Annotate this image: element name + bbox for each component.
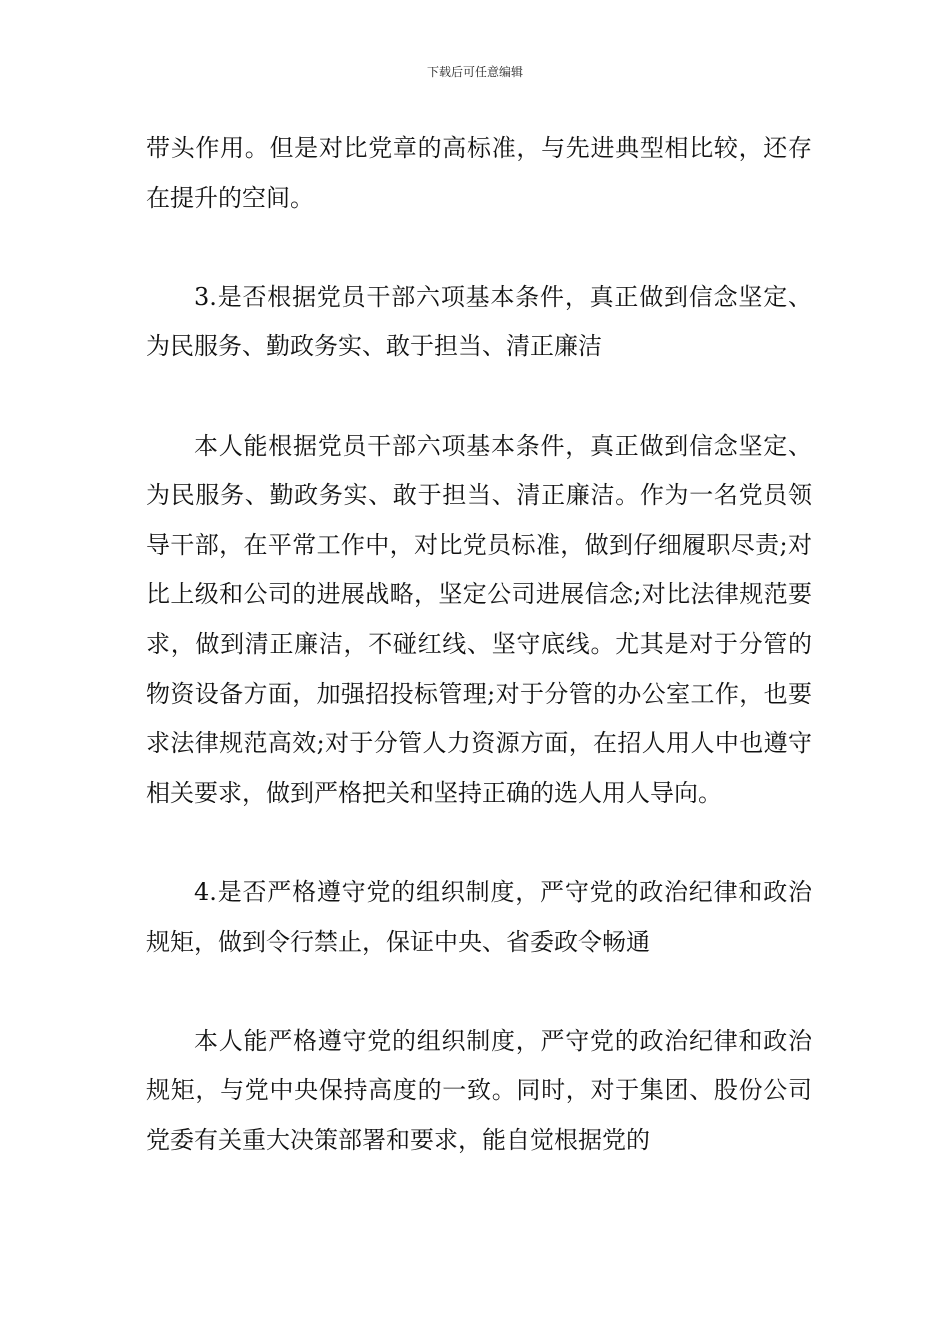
page-header: 下载后可任意编辑 (426, 65, 523, 79)
paragraph-section-4-body: 本人能严格遵守党的组织制度，严守党的政治纪律和政治规矩，与党中央保持高度的一致。同时，对于集团、股份公司党委有关重大决策部署和要求，能自觉根据党的 (146, 1026, 812, 1154)
paragraph-continuation: 带头作用。但是对比党章的高标准，与先进典型相比较，还存在提升的空间。 (146, 134, 812, 212)
paragraph-section-3-body: 本人能根据党员干部六项基本条件，真正做到信念坚定、为民服务、勤政务实、敢于担当、清正廉洁。作为一名党员领导干部，在平常工作中，对比党员标准，做到仔细履职尽责;对比上级和公司的进展战略，坚定公司进展信念;对比法律规范要求，做到清正廉洁，不碰红线、坚守底线。尤其是对于分管的物资设备方面，加强招投标管理;对于分管的办公室工作，也要求法律规范高效;对于分管人力资源方面，在招人用人中也遵守相关要求，做到严格把关和坚持正确的选人用人导向。 (146, 431, 812, 807)
section-heading-3: 3.是否根据党员干部六项基本条件，真正做到信念坚定、为民服务、勤政务实、敢于担当、清正廉洁 (146, 282, 812, 361)
document-body (146, 124, 812, 1165)
section-heading-4: 4.是否严格遵守党的组织制度，严守党的政治纪律和政治规矩，做到令行禁止，保证中央、省委政令畅通 (146, 877, 812, 956)
